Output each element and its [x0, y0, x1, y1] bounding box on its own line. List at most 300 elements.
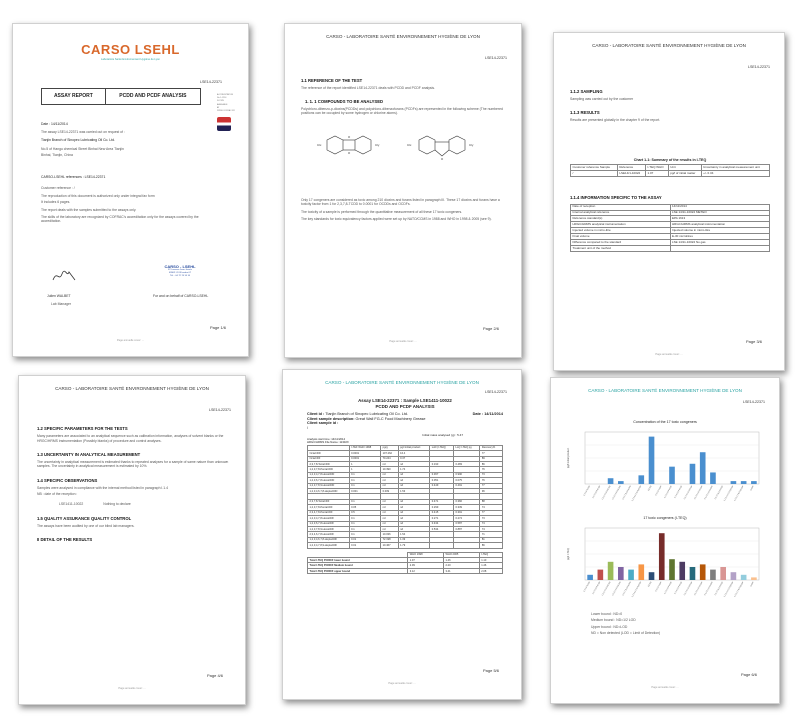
table-cell: 74: [480, 526, 503, 531]
section-title: 1.5 QUALITY ASSURANCE QUALITY CONTROL: [37, 515, 132, 521]
bar: [638, 475, 644, 484]
table-cell: 0.001: [349, 489, 380, 494]
table-cell: HRGC/HRMS analytical instrumentation: [670, 222, 770, 228]
legend-line: Upper bound : ND=LOD: [591, 624, 628, 629]
assay-line: The assay LSE14-22371 was carried out on request of :: [41, 130, 125, 135]
table-cell: 10.467: [381, 543, 399, 548]
totals-table: [307, 552, 503, 575]
section-title: 1.2 SPECIFIC PARAMETERS FOR THE TESTS: [37, 426, 128, 431]
svg-text:O: O: [347, 135, 351, 139]
x-tick-label: 1,2,3,4,6,7,8-HpCDF: [723, 581, 735, 598]
table-cell: 10.390: [381, 467, 399, 472]
cell-text: LSE 14/11-10022: [672, 210, 696, 215]
x-tick-label: 2,3,4,6,7,8-HxCDF: [704, 485, 714, 501]
lab-header: CARSO - LABORATOIRE SANTÉ ENVIRONNEMENT HYGIÈNE DE LYON: [592, 43, 746, 48]
table-cell: Difference compared to the standard: [571, 240, 671, 246]
assay-title: Assay LSE14-22371 : Sample LSE1411-10022: [358, 398, 452, 403]
table-cell: 2.09: [408, 563, 444, 568]
table-cell: 81: [480, 537, 503, 542]
table-cell: 73: [480, 516, 503, 521]
table-cell: 86: [480, 543, 503, 548]
y-axis-label: pg/l initial product: [567, 447, 570, 469]
lab-header: CARSO - LABORATOIRE SANTÉ ENVIRONNEMENT HYGIÈNE DE LYON: [55, 386, 209, 391]
table-cell: 1.46: [444, 558, 480, 563]
table-cell: Reference: [617, 165, 645, 171]
table-cell: Final volume: [571, 234, 671, 240]
x-tick-label: 1,2,3,6,7,8-HxCDF: [693, 485, 704, 501]
section-text: Sampling was carried out by the customer: [570, 97, 634, 102]
table-cell: nd: [398, 521, 430, 526]
accreditation-mark: ACCREDITATION No 1-1234 SCOPE AVAILABLE AT WWW.COFRAC.FR: [217, 94, 231, 131]
legend-line: Lower bound : ND=0: [591, 612, 623, 616]
logo-subtitle: Laboratoire Santé Environnement Hygiène de Lyon: [101, 58, 160, 62]
x-tick-label: 2,3,4,7,8-PeCDF: [674, 581, 684, 595]
table-cell: 2.20: [444, 563, 480, 568]
client-sample-value: /: [307, 426, 309, 431]
x-tick-label: 2,3,4,6,7,8-HxCDF: [704, 581, 714, 597]
page-count: It includes 6 pages.: [41, 200, 71, 204]
table-cell: 0.391: [453, 510, 479, 515]
table-cell: 1,2,3,7,8,9-HexaCDF: [308, 526, 350, 531]
table-cell: 74: [480, 505, 503, 510]
declaration-note: Nothing to declare: [103, 502, 131, 507]
table-cell: 0.01: [349, 537, 380, 542]
client-address-2: Binhai, Tianjin, China: [41, 153, 73, 157]
bar: [751, 577, 757, 580]
page-number: Page 4/6: [206, 673, 223, 678]
analysis-title: PCDD AND PCDF ANALYSIS: [119, 93, 187, 100]
table-cell: OctaCDF: [308, 456, 350, 461]
cell-text: LSE 14/11-10022: [672, 239, 696, 244]
table-cell: Total I-TEQ PCDD/F upper bound: [308, 568, 408, 573]
x-tick-label: 1,2,3,4,6,7,8-HpCDD: [631, 485, 643, 502]
section-text: Many parameters are associated to an analytical sequence such as calibration information, analyses of solvent blanks or the HRGC/HRMS instrumentation (Possibly blanks) of procedure and control analyses.: [37, 434, 224, 443]
table-cell: EPA 1613: [670, 216, 770, 222]
section-text: NB : date of the reception :: [37, 492, 78, 496]
table-cell: nd: [381, 526, 399, 531]
carso-logo: CARSO LSEHL: [81, 42, 180, 57]
table-cell: 1: [349, 467, 380, 472]
table-cell: 0.1: [349, 483, 380, 488]
bar: [700, 452, 706, 484]
table-cell: nd: [398, 499, 430, 504]
table-cell: 2,3,7,8-TetraCDD: [308, 461, 350, 466]
report-page-3: [553, 32, 785, 371]
table-cell: nd: [398, 472, 430, 477]
bar: [700, 564, 706, 580]
table-cell: 1,2,3,7,8-PentaCDF: [308, 505, 350, 510]
client-address-1: No.5 of Hangu chemical Street Binhai New Area Tianjin: [41, 146, 124, 151]
table-cell: +/- 0.34: [701, 171, 769, 177]
table-cell: 0.534: [430, 526, 454, 531]
column-header: WHO 2005: [444, 552, 480, 557]
table-cell: 1.07: [645, 171, 668, 177]
cofrac-notice: The skills of the laboratory are recognized by COFRAC's accreditation only for the assays covered by the accreditation.: [41, 214, 199, 223]
congener-concentration-chart: [563, 428, 767, 504]
table-cell: 0.1: [349, 526, 380, 531]
report-reference: LSE14-22371: [485, 56, 507, 60]
table-cell: nd: [381, 521, 399, 526]
x-tick-label: 1,2,3,4,6,7,8-HpCDF: [723, 485, 735, 502]
x-tick-label: OCDF: [750, 485, 755, 492]
description-label: Client sample description:: [307, 416, 355, 421]
table-cell: 74: [480, 521, 503, 526]
bound-legend: [591, 610, 660, 637]
page-footer: Page annuelle cover: ...: [655, 352, 683, 356]
lab-header: CARSO - LABORATOIRE SANTÉ ENVIRONNEMENT HYGIÈNE DE LYON: [588, 388, 742, 393]
section-text: The reference of the report identified LSE14-22371 deals with PCDD and PCDF analysis.: [301, 86, 436, 91]
table-cell: 0.0001: [349, 451, 380, 456]
table-cell: 77: [480, 510, 503, 515]
bar: [649, 437, 655, 484]
client-id-label: Client id :: [307, 412, 325, 416]
table-cell: 1.39: [398, 537, 430, 542]
column-header: pg/l initial product: [398, 445, 430, 450]
x-tick-label: 1,2,3,7,8-PeCDF: [664, 485, 673, 499]
table-cell: LSE14/1-10022: [617, 171, 645, 177]
table-cell: [453, 543, 479, 548]
dioxin-structure-diagram: [315, 132, 495, 162]
table-cell: 0.271: [430, 516, 454, 521]
client-id-value: Tianjin Branch of Sinopec Lubricating Oil Co. Ltd.: [325, 412, 409, 416]
section-title: 1.1.4 INFORMATION SPECIFIC TO THE ASSAY: [570, 195, 662, 201]
section-title: 1.1.2 SAMPLING: [570, 89, 603, 94]
table-cell: nd: [381, 461, 399, 466]
bar: [741, 575, 747, 580]
x-tick-label: 1,2,3,6,7,8-HxCDF: [693, 581, 704, 597]
file-name: HRGC/HRMS File Name: 11302X: [307, 440, 349, 445]
table-cell: nd: [381, 483, 399, 488]
page-number: Page 5/6: [482, 668, 499, 673]
table-cell: 0.434: [430, 521, 454, 526]
legend-line: ND = Non detected (LOD = Limit of Detection): [591, 630, 661, 635]
report-page-4: [18, 375, 246, 705]
assay-report-title: ASSAY REPORT: [42, 89, 106, 104]
bar: [608, 478, 614, 484]
table-cell: 1.74: [398, 467, 430, 472]
table-cell: nd: [398, 505, 430, 510]
table-cell: 2.08: [479, 568, 502, 573]
report-reference: LSE14-22371: [748, 65, 770, 69]
section-title: 1.3 UNCERTAINTY IN ANALYTICAL MEASUREMENT: [37, 451, 141, 457]
x-tick-label: 1,2,3,4,7,8,9-HpCDF: [734, 485, 745, 502]
table-row: [308, 543, 503, 548]
section-title: 1.1.3 RESULTS: [570, 109, 600, 115]
chart-title: Chart 1-1: Summary of the results in I-TEQ: [633, 158, 707, 162]
lab-header: CARSO - LABORATOIRE SANTÉ ENVIRONNEMENT HYGIÈNE DE LYON: [326, 34, 480, 39]
x-tick-label: 2,3,7,8-TCDD: [583, 581, 591, 593]
bar: [731, 572, 737, 580]
table-row: [571, 246, 770, 252]
x-tick-label: 1,2,3,4,7,8-HxCDD: [601, 581, 612, 597]
table-cell: I-TEQ WHO: [645, 165, 668, 171]
section-title: 1.4 SPECIFIC OBSERVATIONS: [37, 477, 98, 483]
section-text: Only 17 congeners are considered as toxic among 210 dioxins and furans listed in paragraph III. These 17 dioxins and furans have a toxicity factor from 1 for 2,3,7,8-TCDD to 0.0001 for OCDDs and OCDFs.: [301, 198, 500, 207]
table-cell: Injected volume in micro-litre: [571, 228, 671, 234]
svg-text:Clx: Clx: [317, 143, 322, 147]
table-cell: 1,2,3,4,6,7,8-HeptaCDD: [308, 489, 350, 494]
table-cell: 0.471: [430, 499, 454, 504]
x-tick-label: 1,2,3,4,7,8-HxCDF: [683, 581, 694, 597]
x-tick-label: 1,2,3,7,8-PeCDD: [592, 485, 602, 499]
table-cell: nd: [381, 505, 399, 510]
section-title: 1. 1. 1 COMPOUNDS TO BE ANALYSED: [305, 98, 384, 104]
table-cell: Treatment unit of the method: [571, 246, 671, 252]
report-reference: LSE14-22371: [200, 80, 222, 84]
x-tick-label: 1,2,3,4,7,8,9-HpCDF: [734, 581, 745, 598]
page-footer: Page annuelle cover: ...: [388, 681, 416, 685]
client-name: Tianjin Branch of Sinopec Lubricating Oil Co. Ltd.: [41, 137, 115, 142]
mass-value: 5.47: [457, 432, 463, 437]
svg-text:O: O: [347, 151, 351, 155]
column-header: LoD (I-TEQ): [430, 445, 454, 450]
bar: [669, 559, 675, 580]
x-tick-label: OCDD: [647, 485, 653, 492]
table-cell: 77: [480, 483, 503, 488]
section-text: The assays have been audited by one of our blind lab managers.: [37, 523, 135, 528]
x-tick-label: 1,2,3,7,8,9-HxCDF: [714, 581, 725, 597]
table-cell: 72.198: [381, 537, 399, 542]
table-cell: 71: [480, 532, 503, 537]
page-footer: Page annuelle cover: ...: [118, 686, 146, 690]
signature-image: [51, 268, 77, 284]
sample-date: Date : 14/11/2014: [472, 412, 503, 416]
table-cell: 89: [480, 456, 503, 461]
reproduction-notice: The reproduction of this document is authorized only under integral fax form: [41, 193, 155, 198]
table-cell: 1,2,3,4,7,8-HexaCDD: [308, 472, 350, 477]
table-cell: 0.367: [430, 472, 454, 477]
column-header: pg/g: [381, 445, 399, 450]
table-cell: 14/11/2014: [670, 204, 770, 210]
table-row: [571, 171, 770, 177]
page-footer: Page annuelle cover: ...: [389, 339, 417, 343]
cofrac-logo: [217, 117, 231, 131]
analysis-date: Analysis start time: 14/11/2014: [307, 436, 346, 441]
table-cell: nd: [398, 478, 430, 483]
svg-text:Clx: Clx: [407, 143, 412, 147]
customer-reference: Customer reference : /: [41, 185, 75, 190]
table-cell: 76: [480, 478, 503, 483]
table-cell: 1,2,3,6,7,8-HexaCDF: [308, 521, 350, 526]
table-cell: [670, 246, 770, 252]
table-cell: 86: [480, 461, 503, 466]
client-sample-label: Client sample id :: [307, 421, 339, 426]
table-cell: nd: [381, 516, 399, 521]
table-cell: nd: [381, 510, 399, 515]
table-cell: 70.244: [381, 456, 399, 461]
page-number: Page 6/6: [740, 672, 757, 677]
table-cell: Unit: [668, 165, 701, 171]
sample-reference: LSE1411-10022: [59, 502, 84, 507]
table-cell: /: [571, 171, 618, 177]
table-cell: 1,2,3,4,7,8-HexaCDF: [308, 516, 350, 521]
bar: [710, 570, 716, 580]
table-cell: nd: [398, 461, 430, 466]
section-text: The toxicity of a sample is performed through the quantitative measurement of all these 17 toxic congeners.: [301, 209, 463, 214]
report-reference: LSE14-22371: [485, 390, 507, 394]
table-cell: Date of reception: [571, 204, 671, 210]
x-tick-label: 2,3,4,7,8-PeCDF: [674, 485, 684, 499]
table-cell: 0.05: [349, 505, 380, 510]
results-summary-table: [570, 164, 770, 177]
table-cell: 0.449: [430, 483, 454, 488]
x-tick-label: 1,2,3,7,8-PeCDD: [592, 581, 602, 595]
section-title: 1.1 REFERENCE OF THE TEST: [301, 78, 363, 83]
x-tick-label: 1,2,3,7,8-PeCDF: [664, 581, 673, 595]
table-cell: 107.262: [381, 451, 399, 456]
column-header: I-TEQ: [479, 552, 502, 557]
carso-reference: CARSO-LSEHL references : LSE14-22371: [41, 175, 106, 180]
bar: [598, 570, 604, 580]
column-header: I-TEF WHO 1998: [349, 445, 380, 450]
samples-notice: The report deals with the samples submitted to the assays only.: [41, 208, 137, 213]
x-tick-label: 1,2,3,6,7,8-HxCDD: [611, 581, 622, 597]
table-row: [308, 568, 503, 573]
table-cell: 0.075: [453, 478, 479, 483]
table-cell: 1.46: [479, 563, 502, 568]
bar: [690, 567, 696, 580]
cell-text: METEO: [695, 210, 707, 215]
table-cell: Total I-TEQ PCDD/F Medium bound: [308, 563, 408, 568]
x-tick-label: 1,2,3,7,8,9-HxCDD: [622, 581, 632, 597]
table-cell: 0.01: [349, 543, 380, 548]
table-cell: nd: [398, 483, 430, 488]
svg-text:Cly: Cly: [375, 143, 380, 147]
table-cell: nd: [381, 478, 399, 483]
table-cell: 1,2,3,7,8,9-HexaCDD: [308, 483, 350, 488]
bar: [618, 567, 624, 580]
x-tick-label: 1,2,3,4,7,8-HxCDF: [683, 485, 694, 501]
table-cell: 0.051: [430, 478, 454, 483]
lab-stamp: CARSO - LSEHL 321 avenue Jean Jaurès 69362 LYON cedex 07 Tél. : 04 72 76 16 16: [156, 264, 204, 278]
table-cell: 2,3,4,6,7,8-HexaCDF: [308, 532, 350, 537]
table-cell: 10.036: [381, 532, 399, 537]
section-text: Results are presented globally in the chapter 9 of the report.: [570, 117, 661, 122]
table-cell: 16.4: [398, 451, 430, 456]
table-cell: 0.37: [398, 456, 430, 461]
report-date: Date : 14/11/2014: [41, 122, 68, 126]
table-cell: Total I-TEQ PCDD/F lower bound: [308, 558, 408, 563]
table-cell: 0.491: [453, 483, 479, 488]
lab-header: CARSO - LABORATOIRE SANTÉ ENVIRONNEMENT HYGIÈNE DE LYON: [325, 380, 479, 385]
table-cell: 1,2,3,7,8-PentaCDD: [308, 467, 350, 472]
bar: [618, 481, 624, 484]
column-header: WHO 1998: [408, 552, 444, 557]
table-cell: 0.887: [453, 526, 479, 531]
description-value: Great Wall FG-C Food Machinery Grease: [355, 416, 426, 421]
table-cell: 73: [480, 472, 503, 477]
mass-label: Initial mass analysed (g) :: [422, 432, 457, 437]
table-cell: 0.0001: [349, 456, 380, 461]
table-cell: 1.79: [398, 543, 430, 548]
table-cell: nd: [398, 526, 430, 531]
bar: [731, 481, 737, 484]
table-cell: 0.1: [349, 516, 380, 521]
bar: [679, 562, 685, 580]
table-cell: 2,3,4,7,8-PentaCDF: [308, 510, 350, 515]
chart-1-title: Concentration of the 17 toxic congeners: [633, 420, 697, 424]
column-header: Recovery%: [480, 445, 503, 450]
table-cell: nd: [398, 516, 430, 521]
table-cell: 0.483: [453, 461, 479, 466]
bar: [710, 472, 716, 484]
table-cell: 1.53: [398, 489, 430, 494]
column-header: LoQ I-TEQ pg: [453, 445, 479, 450]
table-cell: 76: [480, 467, 503, 472]
table-cell: nd: [381, 472, 399, 477]
svg-text:O: O: [440, 157, 444, 161]
x-tick-label: 2,3,7,8-TCDF: [655, 485, 663, 497]
on-behalf-line: For and on behalf of CARSO-LSEHL: [153, 294, 209, 298]
page-number: Page 2/6: [482, 326, 499, 331]
signer-role: Lab Manager: [51, 302, 71, 306]
report-page-5: [282, 369, 522, 700]
bar: [608, 562, 614, 580]
table-cell: 0.1: [349, 521, 380, 526]
page-footer: Page annuelle cover: ...: [651, 685, 679, 689]
bar: [638, 564, 644, 580]
signer-name: Julien WALBET: [47, 294, 71, 298]
table-cell: 0.5: [349, 510, 380, 515]
table-cell: E-30 microlitres: [670, 234, 770, 240]
table-cell: 1,2,3,4,7,8,9-HeptaCDF: [308, 543, 350, 548]
table-cell: 0.299: [430, 505, 454, 510]
table-cell: 1.10: [479, 558, 502, 563]
table-cell: 0.415: [430, 510, 454, 515]
table-cell: 3.41: [444, 568, 480, 573]
report-page-6: [550, 377, 780, 704]
y-axis-label: pg/l I-TEQ: [567, 548, 570, 560]
x-tick-label: 2,3,7,8-TCDD: [583, 485, 591, 497]
x-tick-label: 1,2,3,4,7,8-HxCDD: [601, 485, 612, 501]
table-cell: Customer reference Sample: [571, 165, 618, 171]
svg-text:Cly: Cly: [469, 143, 474, 147]
table-cell: Uncertainty in analytical measurement unit: [701, 165, 769, 171]
x-tick-label: OCDF: [750, 581, 755, 588]
table-cell: OctaCDD: [308, 451, 350, 456]
table-cell: 88: [480, 499, 503, 504]
table-cell: 0.1: [349, 499, 380, 504]
congener-results-table: [307, 445, 503, 549]
table-cell: 1,2,3,6,7,8-HexaCDD: [308, 478, 350, 483]
table-cell: HRGC/HRMS analytical instrumentation: [571, 222, 671, 228]
section-text: Samples were analysed in compliance with the internal method listed in paragraph I.1.4: [37, 485, 168, 490]
report-page-2: [284, 23, 522, 358]
x-tick-label: 1,2,3,4,6,7,8-HpCDD: [631, 581, 643, 598]
section-text: The key standards for toxic equivalency factors applied were set up by NATO/CCMS in 1988 and WHO in 1998 & 2005 (see 9).: [301, 216, 492, 221]
section-text: The uncertainty in analytical measurement is estimated thanks to repeated analyses for a sample of same nature than unknown samples. The uncertainty in analytical measurement is estimated by 10%.: [37, 460, 229, 469]
section-text: Polychloro-dibenzo-p-dioxins(PCDDs) and polychloro-dibenzofurans (PCDFs) are represented in the following scheme (The numbered positions can be occupied by some hydrogen or chlorine atoms).: [301, 106, 503, 115]
cell-text: No gas: [695, 239, 706, 244]
table-cell: 0.1: [349, 472, 380, 477]
table-cell: 1: [349, 461, 380, 466]
chart-2-title: 17 toxic congeners (I-TEQ): [643, 516, 687, 520]
bar: [720, 567, 726, 580]
congener-teq-chart: [563, 524, 767, 600]
stamp-title: CARSO - LSEHL: [164, 264, 196, 269]
table-cell: 0.587: [453, 521, 479, 526]
table-cell: 1.54: [398, 532, 430, 537]
table-cell: 0.382: [453, 499, 479, 504]
x-tick-label: 1,2,3,7,8,9-HxCDF: [714, 485, 725, 501]
table-cell: nd: [398, 510, 430, 515]
assay-subtitle: PCDD AND PCDF ANALYSIS: [375, 403, 435, 409]
table-cell: 0.1: [349, 478, 380, 483]
table-cell: Reference standard(s): [571, 216, 671, 222]
bar: [741, 481, 747, 484]
bar: [659, 533, 665, 580]
bar: [628, 570, 634, 580]
